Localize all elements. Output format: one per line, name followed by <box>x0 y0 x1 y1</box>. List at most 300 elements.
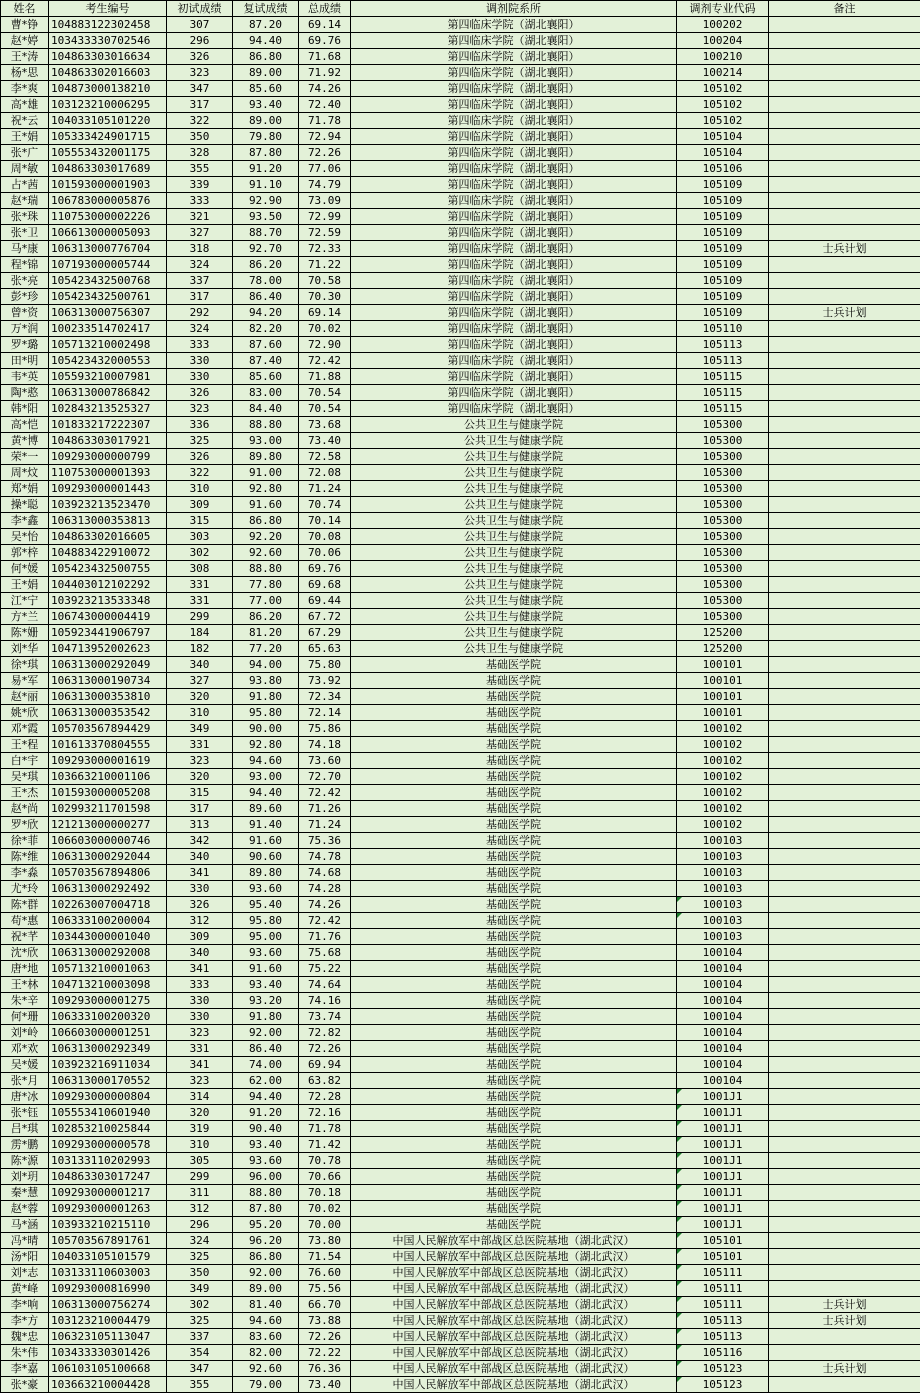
cell-major-code[interactable]: 100101 <box>677 705 769 721</box>
cell-department[interactable]: 基础医学院 <box>351 753 677 769</box>
cell-remarks[interactable] <box>769 641 920 657</box>
cell-name[interactable]: 王*杰 <box>1 785 49 801</box>
cell-initial-score[interactable]: 312 <box>167 913 233 929</box>
cell-retest-score[interactable]: 88.80 <box>233 561 299 577</box>
cell-exam-id[interactable]: 103923216911034 <box>49 1057 167 1073</box>
cell-name[interactable]: 何*媛 <box>1 561 49 577</box>
cell-major-code[interactable]: 100101 <box>677 673 769 689</box>
cell-name[interactable]: 刘*志 <box>1 1265 49 1281</box>
cell-initial-score[interactable]: 320 <box>167 1105 233 1121</box>
cell-remarks[interactable] <box>769 225 920 241</box>
cell-name[interactable]: 王*程 <box>1 737 49 753</box>
cell-initial-score[interactable]: 354 <box>167 1345 233 1361</box>
cell-initial-score[interactable]: 347 <box>167 1361 233 1377</box>
cell-department[interactable]: 基础医学院 <box>351 689 677 705</box>
cell-retest-score[interactable]: 91.40 <box>233 817 299 833</box>
cell-initial-score[interactable]: 324 <box>167 321 233 337</box>
cell-department[interactable]: 公共卫生与健康学院 <box>351 465 677 481</box>
cell-major-code[interactable]: 100102 <box>677 785 769 801</box>
cell-total-score[interactable]: 73.74 <box>299 1009 351 1025</box>
cell-exam-id[interactable]: 105703567894806 <box>49 865 167 881</box>
cell-exam-id[interactable]: 106313000292049 <box>49 657 167 673</box>
cell-total-score[interactable]: 72.26 <box>299 1041 351 1057</box>
cell-name[interactable]: 尤*玲 <box>1 881 49 897</box>
cell-remarks[interactable] <box>769 1089 920 1105</box>
cell-total-score[interactable]: 72.59 <box>299 225 351 241</box>
cell-total-score[interactable]: 71.92 <box>299 65 351 81</box>
cell-exam-id[interactable]: 102843213525327 <box>49 401 167 417</box>
cell-total-score[interactable]: 72.22 <box>299 1345 351 1361</box>
cell-remarks[interactable] <box>769 801 920 817</box>
cell-major-code[interactable]: 100104 <box>677 1009 769 1025</box>
cell-department[interactable]: 第四临床学院（湖北襄阳） <box>351 161 677 177</box>
cell-department[interactable]: 第四临床学院（湖北襄阳） <box>351 273 677 289</box>
cell-initial-score[interactable]: 323 <box>167 65 233 81</box>
cell-retest-score[interactable]: 92.80 <box>233 481 299 497</box>
cell-major-code[interactable]: 105123 <box>677 1377 769 1393</box>
cell-total-score[interactable]: 72.99 <box>299 209 351 225</box>
cell-remarks[interactable] <box>769 625 920 641</box>
cell-initial-score[interactable]: 325 <box>167 1249 233 1265</box>
header-retest-score[interactable]: 复试成绩 <box>233 1 299 17</box>
cell-remarks[interactable] <box>769 817 920 833</box>
cell-retest-score[interactable]: 93.60 <box>233 945 299 961</box>
cell-retest-score[interactable]: 83.00 <box>233 385 299 401</box>
header-total-score[interactable]: 总成绩 <box>299 1 351 17</box>
cell-department[interactable]: 第四临床学院（湖北襄阳） <box>351 145 677 161</box>
cell-exam-id[interactable]: 106323105113047 <box>49 1329 167 1345</box>
cell-remarks[interactable] <box>769 977 920 993</box>
cell-exam-id[interactable]: 106783000005876 <box>49 193 167 209</box>
cell-name[interactable]: 罗*欣 <box>1 817 49 833</box>
cell-initial-score[interactable]: 308 <box>167 561 233 577</box>
cell-total-score[interactable]: 72.14 <box>299 705 351 721</box>
cell-major-code[interactable]: 105300 <box>677 481 769 497</box>
cell-retest-score[interactable]: 91.60 <box>233 961 299 977</box>
cell-total-score[interactable]: 69.14 <box>299 17 351 33</box>
cell-exam-id[interactable]: 105593210007981 <box>49 369 167 385</box>
cell-major-code[interactable]: 105115 <box>677 369 769 385</box>
cell-exam-id[interactable]: 109293000001217 <box>49 1185 167 1201</box>
cell-initial-score[interactable]: 323 <box>167 753 233 769</box>
cell-department[interactable]: 基础医学院 <box>351 1185 677 1201</box>
cell-name[interactable]: 唐*地 <box>1 961 49 977</box>
cell-retest-score[interactable]: 86.80 <box>233 49 299 65</box>
cell-exam-id[interactable]: 106313000292492 <box>49 881 167 897</box>
cell-name[interactable]: 魏*忠 <box>1 1329 49 1345</box>
cell-major-code[interactable]: 100202 <box>677 17 769 33</box>
cell-major-code[interactable]: 105111 <box>677 1281 769 1297</box>
cell-remarks[interactable] <box>769 81 920 97</box>
cell-department[interactable]: 第四临床学院（湖北襄阳） <box>351 209 677 225</box>
cell-major-code[interactable]: 105300 <box>677 433 769 449</box>
cell-exam-id[interactable]: 103433330702546 <box>49 33 167 49</box>
cell-exam-id[interactable]: 104713952002623 <box>49 641 167 657</box>
cell-department[interactable]: 基础医学院 <box>351 881 677 897</box>
cell-retest-score[interactable]: 94.60 <box>233 753 299 769</box>
cell-retest-score[interactable]: 87.80 <box>233 145 299 161</box>
cell-retest-score[interactable]: 96.20 <box>233 1233 299 1249</box>
cell-total-score[interactable]: 72.90 <box>299 337 351 353</box>
cell-exam-id[interactable]: 109293000001443 <box>49 481 167 497</box>
cell-major-code[interactable]: 1001J1 <box>677 1201 769 1217</box>
cell-remarks[interactable] <box>769 497 920 513</box>
cell-major-code[interactable]: 100103 <box>677 913 769 929</box>
cell-remarks[interactable] <box>769 113 920 129</box>
cell-total-score[interactable]: 72.42 <box>299 913 351 929</box>
cell-retest-score[interactable]: 89.80 <box>233 449 299 465</box>
cell-exam-id[interactable]: 106313000170552 <box>49 1073 167 1089</box>
cell-department[interactable]: 中国人民解放军中部战区总医院基地（湖北武汉） <box>351 1361 677 1377</box>
cell-total-score[interactable]: 70.18 <box>299 1185 351 1201</box>
cell-initial-score[interactable]: 320 <box>167 689 233 705</box>
cell-initial-score[interactable]: 327 <box>167 673 233 689</box>
cell-name[interactable]: 王*娟 <box>1 129 49 145</box>
cell-name[interactable]: 吴*怡 <box>1 529 49 545</box>
cell-major-code[interactable]: 105109 <box>677 193 769 209</box>
cell-department[interactable]: 基础医学院 <box>351 1073 677 1089</box>
cell-remarks[interactable] <box>769 209 920 225</box>
cell-remarks[interactable] <box>769 1345 920 1361</box>
cell-department[interactable]: 基础医学院 <box>351 1217 677 1233</box>
cell-retest-score[interactable]: 90.40 <box>233 1121 299 1137</box>
cell-exam-id[interactable]: 109293000816990 <box>49 1281 167 1297</box>
cell-department[interactable]: 第四临床学院（湖北襄阳） <box>351 305 677 321</box>
cell-remarks[interactable] <box>769 929 920 945</box>
cell-initial-score[interactable]: 319 <box>167 1121 233 1137</box>
cell-department[interactable]: 第四临床学院（湖北襄阳） <box>351 129 677 145</box>
cell-major-code[interactable]: 105113 <box>677 337 769 353</box>
cell-major-code[interactable]: 1001J1 <box>677 1089 769 1105</box>
cell-remarks[interactable] <box>769 593 920 609</box>
cell-major-code[interactable]: 105111 <box>677 1265 769 1281</box>
cell-department[interactable]: 基础医学院 <box>351 1009 677 1025</box>
cell-remarks[interactable] <box>769 689 920 705</box>
cell-remarks[interactable] <box>769 1265 920 1281</box>
cell-remarks[interactable] <box>769 721 920 737</box>
cell-department[interactable]: 基础医学院 <box>351 961 677 977</box>
cell-exam-id[interactable]: 106103105100668 <box>49 1361 167 1377</box>
cell-department[interactable]: 第四临床学院（湖北襄阳） <box>351 241 677 257</box>
cell-total-score[interactable]: 63.82 <box>299 1073 351 1089</box>
cell-remarks[interactable] <box>769 1169 920 1185</box>
cell-department[interactable]: 中国人民解放军中部战区总医院基地（湖北武汉） <box>351 1329 677 1345</box>
cell-retest-score[interactable]: 87.40 <box>233 353 299 369</box>
cell-initial-score[interactable]: 340 <box>167 945 233 961</box>
cell-total-score[interactable]: 74.18 <box>299 737 351 753</box>
cell-remarks[interactable] <box>769 865 920 881</box>
cell-exam-id[interactable]: 110753000001393 <box>49 465 167 481</box>
cell-major-code[interactable]: 1001J1 <box>677 1121 769 1137</box>
cell-name[interactable]: 赵*蓉 <box>1 1201 49 1217</box>
cell-total-score[interactable]: 67.72 <box>299 609 351 625</box>
cell-total-score[interactable]: 72.08 <box>299 465 351 481</box>
cell-retest-score[interactable]: 92.60 <box>233 1361 299 1377</box>
cell-retest-score[interactable]: 92.60 <box>233 545 299 561</box>
cell-name[interactable]: 沈*欣 <box>1 945 49 961</box>
cell-initial-score[interactable]: 341 <box>167 1057 233 1073</box>
cell-name[interactable]: 朱*伟 <box>1 1345 49 1361</box>
cell-retest-score[interactable]: 88.80 <box>233 1185 299 1201</box>
cell-department[interactable]: 基础医学院 <box>351 769 677 785</box>
cell-remarks[interactable] <box>769 1185 920 1201</box>
cell-retest-score[interactable]: 91.20 <box>233 1105 299 1121</box>
cell-retest-score[interactable]: 77.80 <box>233 577 299 593</box>
cell-initial-score[interactable]: 355 <box>167 1377 233 1393</box>
cell-retest-score[interactable]: 92.20 <box>233 529 299 545</box>
cell-initial-score[interactable]: 340 <box>167 849 233 865</box>
cell-initial-score[interactable]: 317 <box>167 801 233 817</box>
cell-name[interactable]: 徐*菲 <box>1 833 49 849</box>
cell-initial-score[interactable]: 339 <box>167 177 233 193</box>
cell-name[interactable]: 张*广 <box>1 145 49 161</box>
cell-major-code[interactable]: 105300 <box>677 609 769 625</box>
cell-retest-score[interactable]: 86.20 <box>233 609 299 625</box>
cell-major-code[interactable]: 105109 <box>677 177 769 193</box>
cell-major-code[interactable]: 100102 <box>677 721 769 737</box>
cell-name[interactable]: 马*涵 <box>1 1217 49 1233</box>
cell-major-code[interactable]: 100104 <box>677 1073 769 1089</box>
cell-department[interactable]: 基础医学院 <box>351 897 677 913</box>
cell-exam-id[interactable]: 106313000292008 <box>49 945 167 961</box>
cell-remarks[interactable] <box>769 481 920 497</box>
cell-department[interactable]: 基础医学院 <box>351 993 677 1009</box>
cell-initial-score[interactable]: 349 <box>167 1281 233 1297</box>
cell-major-code[interactable]: 100104 <box>677 1041 769 1057</box>
header-department[interactable]: 调剂院系所 <box>351 1 677 17</box>
cell-initial-score[interactable]: 330 <box>167 881 233 897</box>
cell-major-code[interactable]: 105116 <box>677 1345 769 1361</box>
cell-retest-score[interactable]: 91.00 <box>233 465 299 481</box>
cell-remarks[interactable] <box>769 577 920 593</box>
cell-major-code[interactable]: 105300 <box>677 449 769 465</box>
cell-remarks[interactable] <box>769 993 920 1009</box>
cell-retest-score[interactable]: 93.20 <box>233 993 299 1009</box>
cell-retest-score[interactable]: 81.20 <box>233 625 299 641</box>
cell-retest-score[interactable]: 91.60 <box>233 497 299 513</box>
cell-initial-score[interactable]: 302 <box>167 545 233 561</box>
cell-name[interactable]: 陶*憨 <box>1 385 49 401</box>
cell-total-score[interactable]: 72.34 <box>299 689 351 705</box>
cell-exam-id[interactable]: 102993211701598 <box>49 801 167 817</box>
cell-initial-score[interactable]: 333 <box>167 337 233 353</box>
cell-initial-score[interactable]: 323 <box>167 1073 233 1089</box>
cell-department[interactable]: 基础医学院 <box>351 849 677 865</box>
cell-department[interactable]: 第四临床学院（湖北襄阳） <box>351 97 677 113</box>
cell-retest-score[interactable]: 94.00 <box>233 657 299 673</box>
cell-major-code[interactable]: 105102 <box>677 113 769 129</box>
cell-department[interactable]: 公共卫生与健康学院 <box>351 641 677 657</box>
cell-initial-score[interactable]: 314 <box>167 1089 233 1105</box>
cell-initial-score[interactable]: 327 <box>167 225 233 241</box>
cell-remarks[interactable] <box>769 657 920 673</box>
cell-retest-score[interactable]: 92.00 <box>233 1265 299 1281</box>
cell-remarks[interactable] <box>769 385 920 401</box>
cell-department[interactable]: 基础医学院 <box>351 1089 677 1105</box>
cell-initial-score[interactable]: 296 <box>167 33 233 49</box>
cell-remarks[interactable] <box>769 513 920 529</box>
cell-initial-score[interactable]: 317 <box>167 289 233 305</box>
cell-major-code[interactable]: 105104 <box>677 129 769 145</box>
cell-exam-id[interactable]: 106313000353810 <box>49 689 167 705</box>
cell-retest-score[interactable]: 85.60 <box>233 369 299 385</box>
cell-total-score[interactable]: 67.29 <box>299 625 351 641</box>
cell-name[interactable]: 周*炆 <box>1 465 49 481</box>
cell-retest-score[interactable]: 83.60 <box>233 1329 299 1345</box>
cell-initial-score[interactable]: 302 <box>167 1297 233 1313</box>
cell-remarks[interactable] <box>769 1233 920 1249</box>
cell-initial-score[interactable]: 312 <box>167 1201 233 1217</box>
cell-retest-score[interactable]: 94.20 <box>233 305 299 321</box>
cell-total-score[interactable]: 71.76 <box>299 929 351 945</box>
cell-retest-score[interactable]: 79.80 <box>233 129 299 145</box>
cell-remarks[interactable] <box>769 1281 920 1297</box>
cell-exam-id[interactable]: 105553410601940 <box>49 1105 167 1121</box>
cell-department[interactable]: 基础医学院 <box>351 929 677 945</box>
cell-department[interactable]: 第四临床学院（湖北襄阳） <box>351 353 677 369</box>
cell-department[interactable]: 基础医学院 <box>351 913 677 929</box>
cell-department[interactable]: 第四临床学院（湖北襄阳） <box>351 385 677 401</box>
cell-major-code[interactable]: 100103 <box>677 865 769 881</box>
cell-name[interactable]: 占*茜 <box>1 177 49 193</box>
cell-total-score[interactable]: 71.42 <box>299 1137 351 1153</box>
cell-department[interactable]: 公共卫生与健康学院 <box>351 481 677 497</box>
cell-total-score[interactable]: 73.88 <box>299 1313 351 1329</box>
cell-remarks[interactable] <box>769 737 920 753</box>
cell-exam-id[interactable]: 102263007004718 <box>49 897 167 913</box>
cell-name[interactable]: 刘*华 <box>1 641 49 657</box>
cell-major-code[interactable]: 105300 <box>677 561 769 577</box>
cell-name[interactable]: 白*宇 <box>1 753 49 769</box>
cell-major-code[interactable]: 105102 <box>677 97 769 113</box>
cell-major-code[interactable]: 105113 <box>677 1313 769 1329</box>
cell-remarks[interactable] <box>769 833 920 849</box>
cell-retest-score[interactable]: 94.40 <box>233 785 299 801</box>
cell-remarks[interactable] <box>769 1009 920 1025</box>
cell-retest-score[interactable]: 95.40 <box>233 897 299 913</box>
cell-total-score[interactable]: 73.68 <box>299 417 351 433</box>
cell-initial-score[interactable]: 336 <box>167 417 233 433</box>
cell-name[interactable]: 王*娟 <box>1 577 49 593</box>
cell-total-score[interactable]: 70.74 <box>299 497 351 513</box>
cell-total-score[interactable]: 77.06 <box>299 161 351 177</box>
cell-major-code[interactable]: 105109 <box>677 289 769 305</box>
cell-major-code[interactable]: 105102 <box>677 81 769 97</box>
cell-initial-score[interactable]: 296 <box>167 1217 233 1233</box>
cell-major-code[interactable]: 105300 <box>677 593 769 609</box>
cell-total-score[interactable]: 76.36 <box>299 1361 351 1377</box>
cell-exam-id[interactable]: 105333424901715 <box>49 129 167 145</box>
cell-remarks[interactable] <box>769 945 920 961</box>
cell-exam-id[interactable]: 104033105101579 <box>49 1249 167 1265</box>
cell-exam-id[interactable]: 103923213523470 <box>49 497 167 513</box>
cell-name[interactable]: 张*亮 <box>1 273 49 289</box>
cell-exam-id[interactable]: 105713210001063 <box>49 961 167 977</box>
cell-exam-id[interactable]: 106313000756307 <box>49 305 167 321</box>
cell-exam-id[interactable]: 109293000000799 <box>49 449 167 465</box>
cell-major-code[interactable]: 105300 <box>677 529 769 545</box>
cell-major-code[interactable]: 105115 <box>677 385 769 401</box>
cell-retest-score[interactable]: 92.80 <box>233 737 299 753</box>
cell-department[interactable]: 公共卫生与健康学院 <box>351 545 677 561</box>
cell-exam-id[interactable]: 105703567891761 <box>49 1233 167 1249</box>
cell-initial-score[interactable]: 330 <box>167 369 233 385</box>
cell-total-score[interactable]: 73.60 <box>299 753 351 769</box>
cell-initial-score[interactable]: 323 <box>167 1025 233 1041</box>
cell-name[interactable]: 陈*源 <box>1 1153 49 1169</box>
cell-name[interactable]: 赵*尚 <box>1 801 49 817</box>
cell-exam-id[interactable]: 105713210002498 <box>49 337 167 353</box>
cell-major-code[interactable]: 105106 <box>677 161 769 177</box>
cell-remarks[interactable] <box>769 673 920 689</box>
cell-remarks[interactable] <box>769 433 920 449</box>
cell-total-score[interactable]: 73.09 <box>299 193 351 209</box>
cell-remarks[interactable] <box>769 177 920 193</box>
cell-retest-score[interactable]: 90.60 <box>233 849 299 865</box>
cell-initial-score[interactable]: 342 <box>167 833 233 849</box>
cell-major-code[interactable]: 105113 <box>677 353 769 369</box>
cell-exam-id[interactable]: 109293000000804 <box>49 1089 167 1105</box>
cell-total-score[interactable]: 71.24 <box>299 817 351 833</box>
cell-initial-score[interactable]: 333 <box>167 193 233 209</box>
cell-department[interactable]: 基础医学院 <box>351 721 677 737</box>
cell-initial-score[interactable]: 326 <box>167 449 233 465</box>
cell-retest-score[interactable]: 89.80 <box>233 865 299 881</box>
cell-total-score[interactable]: 75.80 <box>299 657 351 673</box>
cell-name[interactable]: 张*钰 <box>1 1105 49 1121</box>
cell-major-code[interactable]: 105101 <box>677 1249 769 1265</box>
cell-remarks[interactable] <box>769 753 920 769</box>
cell-retest-score[interactable]: 89.60 <box>233 801 299 817</box>
cell-total-score[interactable]: 75.68 <box>299 945 351 961</box>
cell-initial-score[interactable]: 322 <box>167 465 233 481</box>
cell-retest-score[interactable]: 74.00 <box>233 1057 299 1073</box>
cell-total-score[interactable]: 65.63 <box>299 641 351 657</box>
cell-department[interactable]: 公共卫生与健康学院 <box>351 561 677 577</box>
cell-retest-score[interactable]: 94.60 <box>233 1313 299 1329</box>
cell-remarks[interactable] <box>769 17 920 33</box>
cell-department[interactable]: 基础医学院 <box>351 977 677 993</box>
cell-total-score[interactable]: 71.22 <box>299 257 351 273</box>
cell-retest-score[interactable]: 86.20 <box>233 257 299 273</box>
cell-name[interactable]: 罗*璐 <box>1 337 49 353</box>
cell-total-score[interactable]: 74.68 <box>299 865 351 881</box>
cell-initial-score[interactable]: 328 <box>167 145 233 161</box>
cell-total-score[interactable]: 72.26 <box>299 145 351 161</box>
cell-major-code[interactable]: 1001J1 <box>677 1169 769 1185</box>
cell-major-code[interactable]: 105123 <box>677 1361 769 1377</box>
cell-exam-id[interactable]: 106313000353542 <box>49 705 167 721</box>
cell-department[interactable]: 基础医学院 <box>351 945 677 961</box>
cell-exam-id[interactable]: 104863303017689 <box>49 161 167 177</box>
cell-exam-id[interactable]: 104403012102292 <box>49 577 167 593</box>
cell-initial-score[interactable]: 331 <box>167 737 233 753</box>
cell-department[interactable]: 第四临床学院（湖北襄阳） <box>351 321 677 337</box>
cell-total-score[interactable]: 70.54 <box>299 401 351 417</box>
cell-total-score[interactable]: 66.70 <box>299 1297 351 1313</box>
cell-name[interactable]: 苟*惠 <box>1 913 49 929</box>
cell-name[interactable]: 刘*玥 <box>1 1169 49 1185</box>
cell-initial-score[interactable]: 311 <box>167 1185 233 1201</box>
cell-total-score[interactable]: 72.42 <box>299 785 351 801</box>
cell-retest-score[interactable]: 86.80 <box>233 1249 299 1265</box>
cell-name[interactable]: 刘*岭 <box>1 1025 49 1041</box>
cell-total-score[interactable]: 72.26 <box>299 1329 351 1345</box>
cell-initial-score[interactable]: 326 <box>167 49 233 65</box>
cell-exam-id[interactable]: 104883422910072 <box>49 545 167 561</box>
cell-total-score[interactable]: 72.28 <box>299 1089 351 1105</box>
cell-major-code[interactable]: 105109 <box>677 257 769 273</box>
